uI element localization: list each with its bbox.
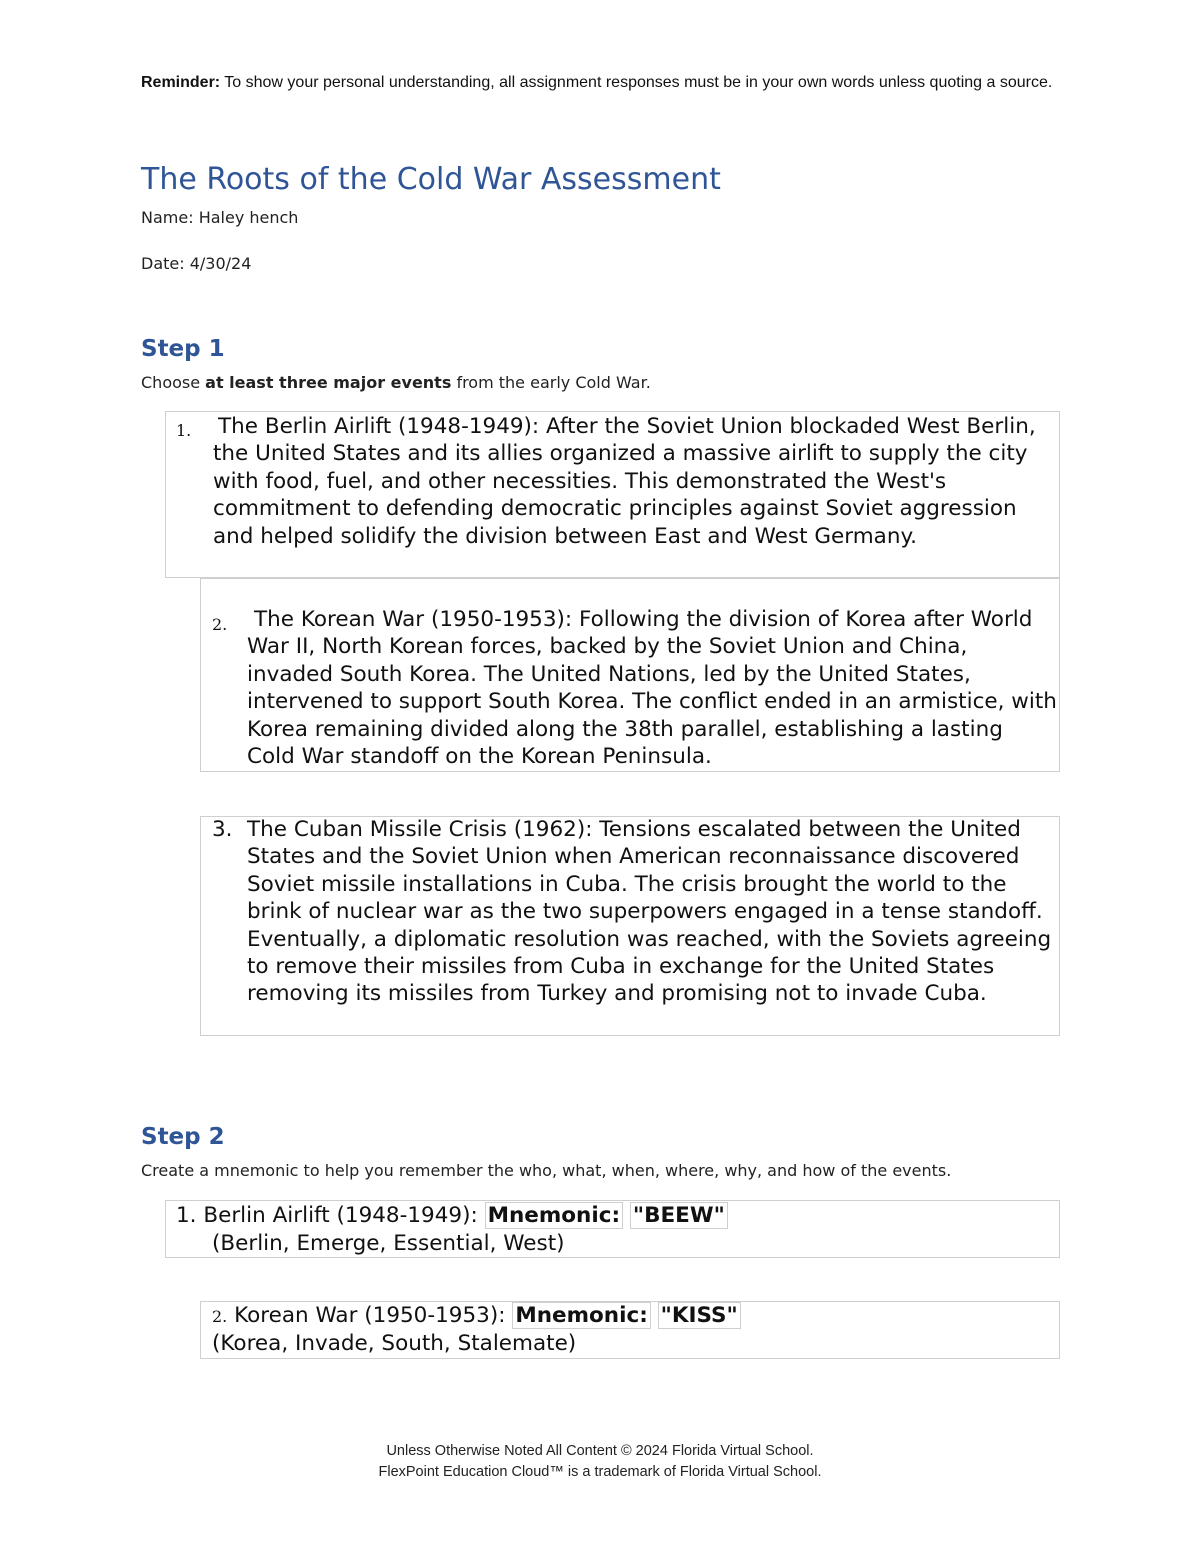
event-3-number: 3. (212, 817, 233, 842)
step1-heading: Step 1 (141, 336, 225, 362)
date-label: Date: (141, 254, 185, 273)
name-label: Name: (141, 208, 194, 227)
mnemonic-1-label: Mnemonic: (485, 1202, 623, 1229)
step1-instruction-pre: Choose (141, 373, 206, 392)
step2-instruction: Create a mnemonic to help you remember the who, what, when, where, why, and how of the events. (141, 1161, 952, 1180)
event-2-text: The Korean War (1950-1953): Following the division of Korea after World War II, North Korean forces, backed by the Soviet Union and China, invaded South Korea. The United Nations, led by the United States, intervened to support South Korea. The conflict ended in an armistice, with Korea remaining divided along the 38th parallel, establishing a lasting Cold War standoff on the Korean Peninsula. (247, 607, 1057, 770)
date-value: 4/30/24 (189, 254, 252, 273)
reminder-note (141, 70, 1061, 95)
event-1-text: The Berlin Airlift (1948-1949): After the Soviet Union blockaded West Berlin, the United States and its allies organized a massive airlift to supply the city with food, fuel, and other necessities. This demonstrated the West's commitment to defending democratic principles against Soviet aggression and helped solidify the division between East and West Germany. (213, 414, 1036, 549)
mnemonic-2-event: Korean War (1950-1953): (234, 1303, 506, 1328)
mnemonic-1-number: 1. (176, 1203, 197, 1228)
step1-instruction-post: from the early Cold War. (451, 373, 651, 392)
name-line (141, 208, 298, 227)
reminder-label: Reminder: (141, 74, 221, 91)
reminder-text: To show your personal understanding, all assignment responses must be in your own words unless quoting a source. (220, 74, 1053, 91)
mnemonic-2-label: Mnemonic: (512, 1302, 650, 1329)
mnemonic-2-line (212, 1302, 741, 1330)
mnemonic-2-value: "KISS" (658, 1302, 741, 1329)
name-value: Haley hench (198, 208, 299, 227)
step2-heading: Step 2 (141, 1124, 225, 1150)
mnemonic-1-event: Berlin Airlift (1948-1949): (203, 1203, 478, 1228)
mnemonic-1-line (176, 1202, 728, 1229)
footer (0, 1441, 1200, 1483)
footer-copyright: Unless Otherwise Noted All Content © 2024 Florida Virtual School. (386, 1443, 814, 1459)
mnemonic-2-number: 2. (212, 1307, 228, 1326)
event-3-text: The Cuban Missile Crisis (1962): Tensions escalated between the United States and the Soviet Union when American reconnaissance discovered Soviet missile installations in Cuba. The crisis brought the world to the brink of nuclear war as the two superpowers engaged in a tense standoff. Eventually, a diplomatic resolution was reached, with the Soviets agreeing to remove their missiles from Cuba in exchange for the United States removing its missiles from Turkey and promising not to invade Cuba. (247, 817, 1052, 1007)
step1-instruction-bold: at least three major events (205, 373, 452, 392)
step1-instruction (141, 373, 651, 392)
event-2-number: 2. (212, 615, 228, 634)
event-1-number: 1. (176, 421, 192, 440)
mnemonic-1-value: "BEEW" (630, 1202, 728, 1229)
footer-trademark: FlexPoint Education Cloud™ is a trademark of Florida Virtual School. (378, 1464, 822, 1480)
page-title: The Roots of the Cold War Assessment (141, 162, 721, 197)
mnemonic-1-expansion: (Berlin, Emerge, Essential, West) (212, 1231, 565, 1256)
date-line (141, 254, 251, 273)
mnemonic-2-expansion: (Korea, Invade, South, Stalemate) (212, 1331, 577, 1356)
